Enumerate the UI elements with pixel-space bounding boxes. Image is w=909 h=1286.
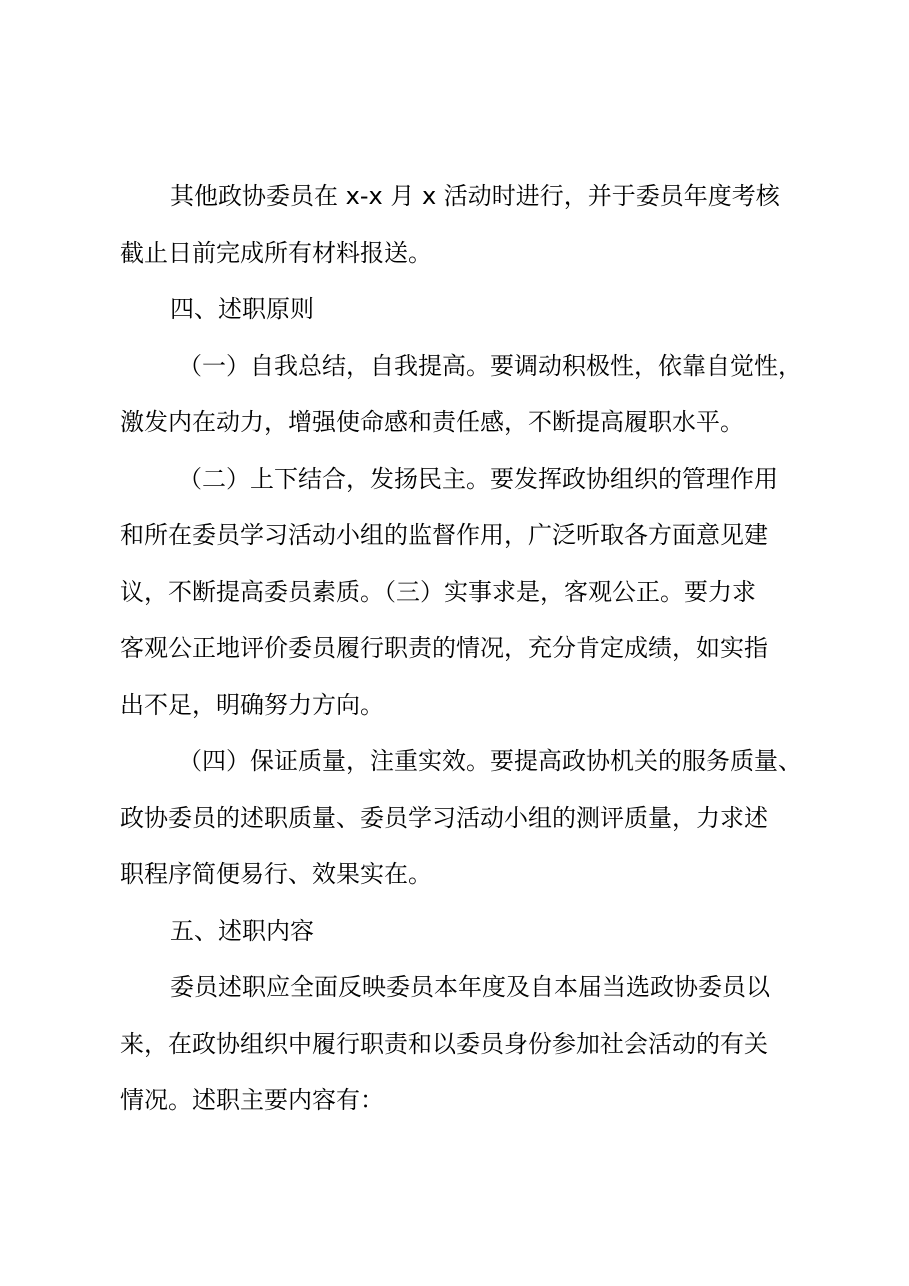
text-line: 委员述职应全面反映委员本年度及自本届当选政协委员以 xyxy=(170,973,770,1001)
text-line: （四）保证质量，注重实效。要提高政协机关的服务质量、 xyxy=(178,747,802,775)
text-line: 职程序简便易行、效果实在。 xyxy=(120,860,432,888)
text-line: 截止日前完成所有材料报送。 xyxy=(120,239,432,267)
text-line: （二）上下结合，发扬民主。要发挥政协组织的管理作用 xyxy=(178,465,778,493)
text-line: 和所在委员学习活动小组的监督作用，广泛听取各方面意见建 xyxy=(120,521,768,549)
section-heading: 四、述职原则 xyxy=(170,295,314,323)
text-line: 政协委员的述职质量、委员学习活动小组的测评质量，力求述 xyxy=(120,804,768,832)
text-line: 激发内在动力，增强使命感和责任感，不断提高履职水平。 xyxy=(120,408,744,436)
text-line: 来，在政协组织中履行职责和以委员身份参加社会活动的有关 xyxy=(120,1030,768,1058)
text-line: 其他政协委员在 x-x 月 x 活动时进行，并于委员年度考核 xyxy=(170,182,780,210)
text-line: 情况。述职主要内容有： xyxy=(120,1086,384,1114)
section-heading: 五、述职内容 xyxy=(170,917,314,945)
text-line: 议，不断提高委员素质。（三）实事求是，客观公正。要力求 xyxy=(120,578,756,606)
text-line: 客观公正地评价委员履行职责的情况，充分肯定成绩，如实指 xyxy=(120,634,768,662)
text-line: 出不足，明确努力方向。 xyxy=(120,691,384,719)
text-line: （一）自我总结，自我提高。要调动积极性，依靠自觉性， xyxy=(178,352,802,380)
